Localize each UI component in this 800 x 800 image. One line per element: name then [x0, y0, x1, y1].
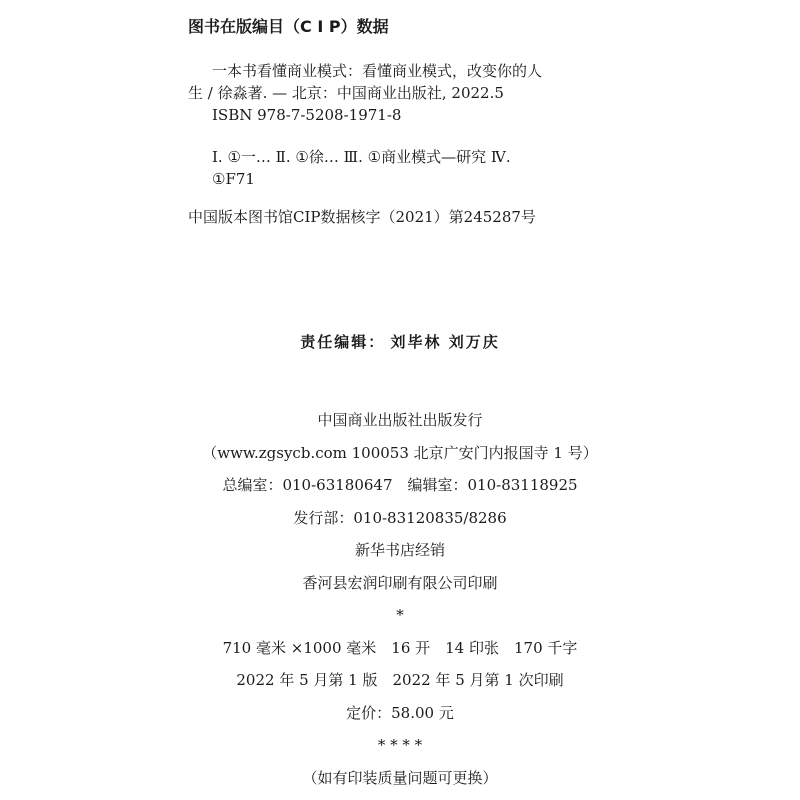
- cip-classification-line-2: ①F71: [212, 170, 255, 188]
- cip-title-line-1: 一本书看懂商业模式：看懂商业模式，改变你的人: [212, 62, 543, 80]
- editors-label: 责任编辑：: [300, 333, 386, 351]
- separator-asterisk: *: [396, 606, 404, 624]
- distribution-phone: 发行部：010-83120835/8286: [293, 508, 507, 527]
- replacement-note: （如有印装质量问题可更换）: [302, 768, 498, 787]
- cip-data-block: [188, 14, 608, 228]
- publisher-info-block: [0, 404, 800, 794]
- printer: 香河县宏润印刷有限公司印刷: [302, 573, 498, 592]
- distributor: 新华书店经销: [354, 541, 445, 559]
- cip-record-number: 中国版本图书馆CIP数据核字（2021）第245287号: [188, 208, 536, 226]
- responsible-editors: [0, 329, 800, 355]
- publisher-address: （www.zgsycb.com 100053 北京广安门内报国寺 1 号）: [202, 443, 598, 462]
- format-specs: 710 毫米 ×1000 毫米 16 开 14 印张 170 千字: [222, 638, 578, 657]
- price: 定价：58.00 元: [346, 703, 454, 722]
- cip-isbn: ISBN 978-7-5208-1971-8: [212, 106, 402, 124]
- editorial-phones: 总编室：010-63180647 编辑室：010-83118925: [222, 476, 578, 494]
- cip-title-line-2: 生 / 徐淼著. — 北京：中国商业出版社, 2022.5: [188, 84, 504, 102]
- edition-info: 2022 年 5 月第 1 版 2022 年 5 月第 1 次印刷: [236, 671, 564, 689]
- cip-heading: 图书在版编目（C I P）数据: [188, 17, 389, 36]
- cip-classification-line-1: Ⅰ. ①一… Ⅱ. ①徐… Ⅲ. ①商业模式—研究 Ⅳ.: [212, 148, 511, 166]
- separator-asterisks: * * * *: [377, 736, 423, 754]
- publisher-line: 中国商业出版社出版发行: [317, 411, 483, 429]
- editors-names: 刘毕林 刘万庆: [390, 333, 500, 351]
